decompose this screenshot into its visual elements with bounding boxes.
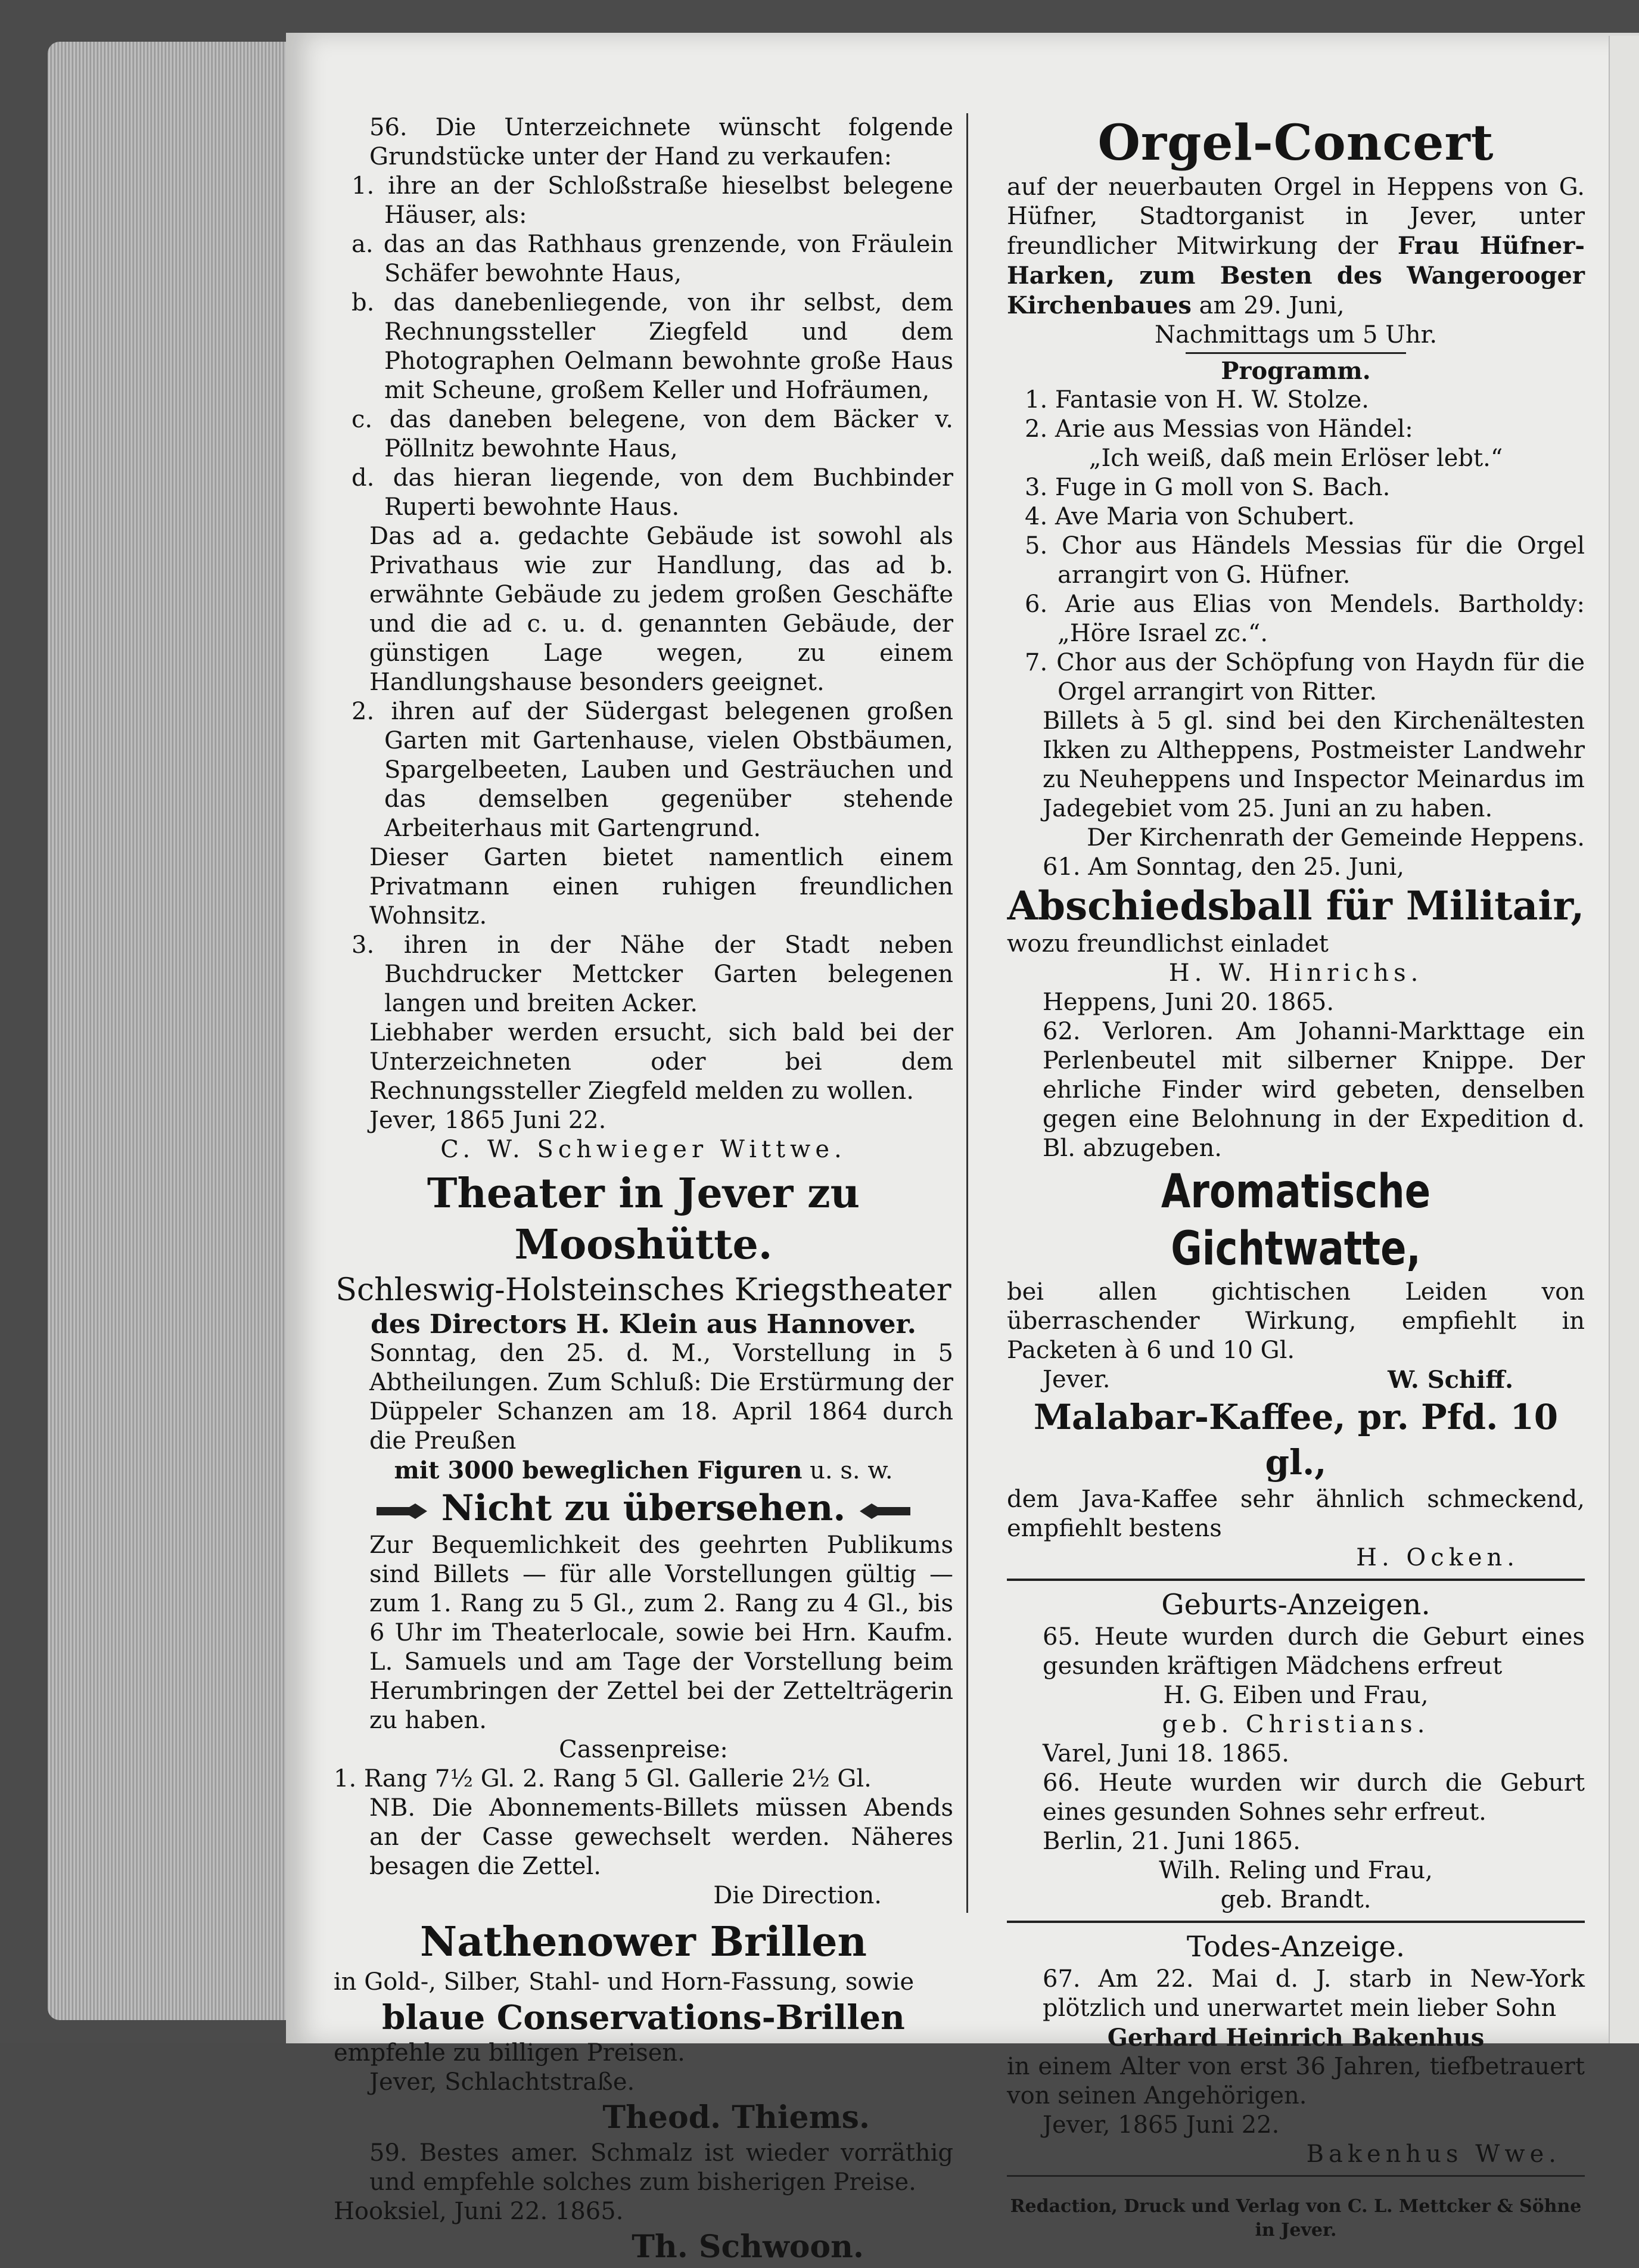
orgel-billets: Billets à 5 gl. sind bei den Kirchenältesten Ikken zu Altheppens, Postmeister Landwehr zu Neuheppens und Inspector Meinardus im Jadegebiet vom 25. Juni an zu haben. xyxy=(1043,707,1585,822)
brillen-line-1: in Gold-, Silber, Stahl- und Horn-Fassung, sowie xyxy=(334,1968,915,1996)
section-divider xyxy=(1007,1579,1585,1581)
orgel-program-item: 5. Chor aus Händels Messias für die Orgel arrangirt von G. Hüfner. xyxy=(1025,532,1585,589)
orgel-program-item: 1. Fantasie von H. W. Stolze. xyxy=(1025,386,1369,414)
theater-subtitle: Schleswig-Holsteinsches Kriegstheater xyxy=(335,1272,951,1308)
ad-56-item-2: 2. ihren auf der Südergast belegenen großen Garten mit Gartenhause, vielen Obstbäumen, Spargelbeeten, Lauben und Gesträuchen und das demselben gegenüber stehende Arbeiterhaus mit Gartengrund. xyxy=(352,698,953,842)
orgel-time: Nachmittags um 5 Uhr. xyxy=(1154,321,1438,349)
ad-61-place: Heppens, Juni 20. 1865. xyxy=(1043,989,1335,1016)
theater-figures-line xyxy=(334,1456,953,1486)
ad-56-item-a: a. das an das Rathhaus grenzende, von Fräulein Schäfer bewohnte Haus, xyxy=(352,231,953,287)
theater-figures-tail: u. s. w. xyxy=(810,1457,893,1484)
brillen-place: Jever, Schlachtstraße. xyxy=(369,2068,635,2096)
gicht-sign: W. Schiff. xyxy=(1388,1366,1513,1394)
orgel-program-item: 3. Fuge in G moll von S. Bach. xyxy=(1025,474,1391,501)
orgel-date: am 29. Juni, xyxy=(1199,292,1345,319)
ad-56-para-2: Dieser Garten bietet namentlich einem Privatmann einen ruhigen freundlichen Wohnsitz. xyxy=(369,844,953,930)
page-stack-edge xyxy=(48,42,298,2020)
theater-director: des Directors H. Klein aus Hannover. xyxy=(371,1309,916,1340)
ad-59-body: 59. Bestes amer. Schmalz ist wieder vorräthig und empfehle solches zum bisherigen Preise. xyxy=(369,2139,953,2196)
theater-notice-line xyxy=(334,1486,953,1531)
theater-figures: mit 3000 beweglichen Figuren xyxy=(394,1456,803,1484)
column-rule xyxy=(966,113,968,1913)
ad-61-sign: H. W. Hinrichs. xyxy=(1168,959,1423,987)
geburt-66-sign-1: Wilh. Reling und Frau, xyxy=(1159,1857,1433,1884)
orgel-program-item: 7. Chor aus der Schöpfung von Haydn für die Orgel arrangirt von Ritter. xyxy=(1025,649,1585,706)
geburt-head: Geburts-Anzeigen. xyxy=(1161,1588,1430,1621)
tod-sign: Bakenhus Wwe. xyxy=(1306,2140,1561,2168)
gicht-title: Aromatische Gichtwatte, xyxy=(1161,1165,1431,1276)
ad-56-item-3: 3. ihren in der Nähe der Stadt neben Buchdrucker Mettcker Garten belegenen langen und breiten Acker. xyxy=(352,931,953,1017)
gicht-body: bei allen gichtischen Leiden von überraschender Wirkung, empfiehlt in Packeten à 6 und 10 Gl. xyxy=(1007,1278,1585,1364)
ad-56-place: Jever, 1865 Juni 22. xyxy=(369,1107,607,1134)
orgel-sign: Der Kirchenrath der Gemeinde Heppens. xyxy=(1087,824,1585,852)
tod-place: Jever, 1865 Juni 22. xyxy=(1043,2111,1280,2139)
orgel-program-item: „Ich weiß, daß mein Erlöser lebt.“ xyxy=(1088,445,1503,472)
tod-head: Todes-Anzeige. xyxy=(1186,1930,1405,1963)
orgel-divider xyxy=(1186,352,1406,354)
theater-sign: Die Direction. xyxy=(713,1882,882,1909)
ad-59-sign: Th. Schwoon. xyxy=(632,2229,864,2265)
kaffee-title: Malabar-Kaffee, pr. Pfd. 10 gl., xyxy=(1033,1397,1559,1483)
ad-56-item-b: b. das danebenliegende, von ihr selbst, dem Rechnungssteller Ziegfeld und dem Photographen Oelmann bewohnte große Haus mit Scheune, großem Keller und Hofräumen, xyxy=(352,289,953,404)
geburt-65: 65. Heute wurden durch die Geburt eines gesunden kräftigen Mädchens erfreut xyxy=(1043,1623,1585,1680)
gicht-footer xyxy=(1007,1365,1585,1394)
ad-61-line: 61. Am Sonntag, den 25. Juni, xyxy=(1043,853,1404,881)
orgel-program-item: 2. Arie aus Messias von Händel: xyxy=(1025,415,1413,443)
orgel-program-head: Programm. xyxy=(1221,357,1371,385)
ad-56-item-c: c. das daneben belegene, von dem Bäcker v. Pöllnitz bewohnte Haus, xyxy=(352,406,953,462)
section-divider xyxy=(1007,1921,1585,1923)
gicht-place: Jever. xyxy=(1043,1366,1111,1393)
theater-body-2: Zur Bequemlichkeit des geehrten Publikums sind Billets — für alle Vorstellungen gültig — zum 1. Rang zu 5 Gl., zum 2. Rang zu 4 Gl., bis 6 Uhr im Theaterlocale, sowie bei Hrn. Kaufm. L. Samuels und am Tage der Vorstellung beim Herumbringen der Zettel bei der Zettelträgerin zu haben. xyxy=(369,1531,953,1734)
brillen-title-2: blaue Conservations-Brillen xyxy=(382,1998,905,2037)
orgel-body-bold: Frau Hüfner-Harken, zum Besten des Wangerooger Kirchenbaues xyxy=(1007,232,1585,319)
orgel-body-text: auf der neuerbauten Orgel in Heppens von G. Hüfner, Stadtorganist in Jever, unter freundlicher Mitwirkung der xyxy=(1007,173,1585,260)
geburt-66-place: Berlin, 21. Juni 1865. xyxy=(1043,1828,1301,1855)
kaffee-sign: H. Ocken. xyxy=(1356,1544,1519,1571)
ad-56-intro: 56. Die Unterzeichnete wünscht folgende Grundstücke unter der Hand zu verkaufen: xyxy=(369,114,953,170)
imprint-divider xyxy=(1007,2175,1585,2177)
theater-nb: NB. Die Abonnements-Billets müssen Abends an der Casse gewechselt werden. Näheres besagen die Zettel. xyxy=(369,1794,953,1880)
geburt-65-sign-1: H. G. Eiben und Frau, xyxy=(1163,1682,1429,1709)
ad-62-body: 62. Verloren. Am Johanni-Markttage ein Perlenbeutel mit silberner Knippe. Der ehrliche Finder wird gebeten, denselben gegen eine Belohnung in der Expedition d. Bl. abzugeben. xyxy=(1043,1018,1585,1162)
theater-title: Theater in Jever zu Mooshütte. xyxy=(427,1170,860,1269)
geburt-65-sign-2: geb. Christians. xyxy=(1162,1711,1430,1738)
pointing-hand-left-icon xyxy=(858,1502,912,1520)
kaffee-body: dem Java-Kaffee sehr ähnlich schmeckend, empfiehlt bestens xyxy=(1007,1486,1585,1542)
brillen-title: Nathenower Brillen xyxy=(420,1918,867,1966)
ad-56-signer: C. W. Schwieger Wittwe. xyxy=(440,1136,847,1163)
orgel-title: Orgel-Concert xyxy=(1097,114,1494,172)
ad-56-para-3: Liebhaber werden ersucht, sich bald bei der Unterzeichneten oder bei dem Rechnungssteller Ziegfeld melden zu wollen. xyxy=(369,1019,953,1105)
orgel-program-item: 4. Ave Maria von Schubert. xyxy=(1025,503,1355,530)
orgel-body xyxy=(1007,173,1585,321)
next-page-edge xyxy=(1609,36,1639,2043)
tod-name: Gerhard Heinrich Bakenhus xyxy=(1107,2024,1485,2052)
ad-61-title: Abschiedsball für Militair, xyxy=(1007,883,1585,929)
theater-prices: 1. Rang 7½ Gl. 2. Rang 5 Gl. Gallerie 2½ Gl. xyxy=(334,1765,872,1792)
geburt-66-sign-2: geb. Brandt. xyxy=(1220,1886,1371,1913)
tod-body-2: in einem Alter von erst 36 Jahren, tiefbetrauert von seinen Angehörigen. xyxy=(1007,2053,1585,2109)
theater-notice: Nicht zu übersehen. xyxy=(441,1487,846,1529)
ad-59-place: Hooksiel, Juni 22. 1865. xyxy=(334,2198,624,2225)
pointing-hand-right-icon xyxy=(375,1502,429,1520)
imprint: Redaction, Druck und Verlag von C. L. Mettcker & Söhne in Jever. xyxy=(1010,2196,1582,2241)
ad-56-item-1: 1. ihre an der Schloßstraße hieselbst belegene Häuser, als: xyxy=(352,172,953,229)
brillen-sign: Theod. Thiems. xyxy=(602,2099,870,2136)
geburt-65-place: Varel, Juni 18. 1865. xyxy=(1043,1740,1289,1767)
theater-prices-head: Cassenpreise: xyxy=(559,1736,728,1763)
ad-56-para-1: Das ad a. gedachte Gebäude ist sowohl als Privathaus wie zur Handlung, das ad b. erwähnte Gebäude zu jedem großen Geschäfte und die ad c. u. d. genannten Gebäude, der günstigen Lage wegen, zu einem Handlungshause besonders geeignet. xyxy=(369,523,953,696)
tod-body: 67. Am 22. Mai d. J. starb in New-York plötzlich und unerwartet mein lieber Sohn xyxy=(1043,1965,1585,2022)
left-column xyxy=(334,113,953,2268)
orgel-program-item: 6. Arie aus Elias von Mendels. Bartholdy: „Höre Israel zc.“. xyxy=(1025,591,1585,647)
right-column xyxy=(1007,113,1585,2260)
geburt-66: 66. Heute wurden wir durch die Geburt eines gesunden Sohnes sehr erfreut. xyxy=(1043,1769,1585,1826)
theater-body: Sonntag, den 25. d. M., Vorstellung in 5 Abtheilungen. Zum Schluß: Die Erstürmung der Düppeler Schanzen am 18. April 1864 durch die Preußen xyxy=(369,1340,953,1455)
brillen-line-2: empfehle zu billigen Preisen. xyxy=(334,2039,685,2067)
ad-61-invite: wozu freundlichst einladet xyxy=(1007,930,1329,958)
ad-56-item-d: d. das hieran liegende, von dem Buchbinder Ruperti bewohnte Haus. xyxy=(352,464,953,521)
